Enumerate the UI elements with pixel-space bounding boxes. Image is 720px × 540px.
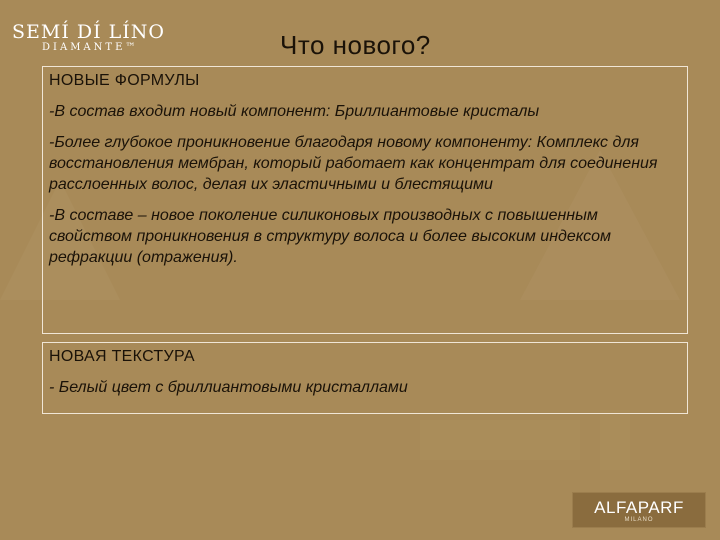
texture-paragraph: - Белый цвет с бриллиантовыми кристаллами <box>49 379 408 396</box>
slide-title: Что нового? <box>280 30 431 60</box>
formulas-box <box>42 66 688 334</box>
formulas-paragraph: -Более глубокое проникновение благодаря новому компоненту: Комплекс для восстановления мембран, который работает как концентрат для соединения расслоенных волос, делая их эластичными и блестящими <box>49 134 658 193</box>
alfaparf-logo-text: ALFAPARF <box>594 498 684 517</box>
formulas-heading: НОВЫЕ ФОРМУЛЫ <box>49 72 200 89</box>
alfaparf-logo-sub: MILANO <box>624 517 654 523</box>
formulas-paragraph: -В составе – новое поколение силиконовых производных с повышенным свойством проникновения в структуру волоса и более высоким индексом рефракции (отражения). <box>49 207 611 266</box>
brand-line: DIAMANTE™ <box>42 42 139 53</box>
brand-logo <box>12 21 165 64</box>
texture-heading: НОВАЯ ТЕКСТУРА <box>49 348 195 365</box>
texture-box <box>42 342 688 414</box>
brand-name: SEMÍ DÍ LÍNO <box>12 21 165 43</box>
alfaparf-logo <box>572 492 706 528</box>
formulas-paragraph: -В состав входит новый компонент: Бриллиантовые кристалы <box>49 103 540 120</box>
